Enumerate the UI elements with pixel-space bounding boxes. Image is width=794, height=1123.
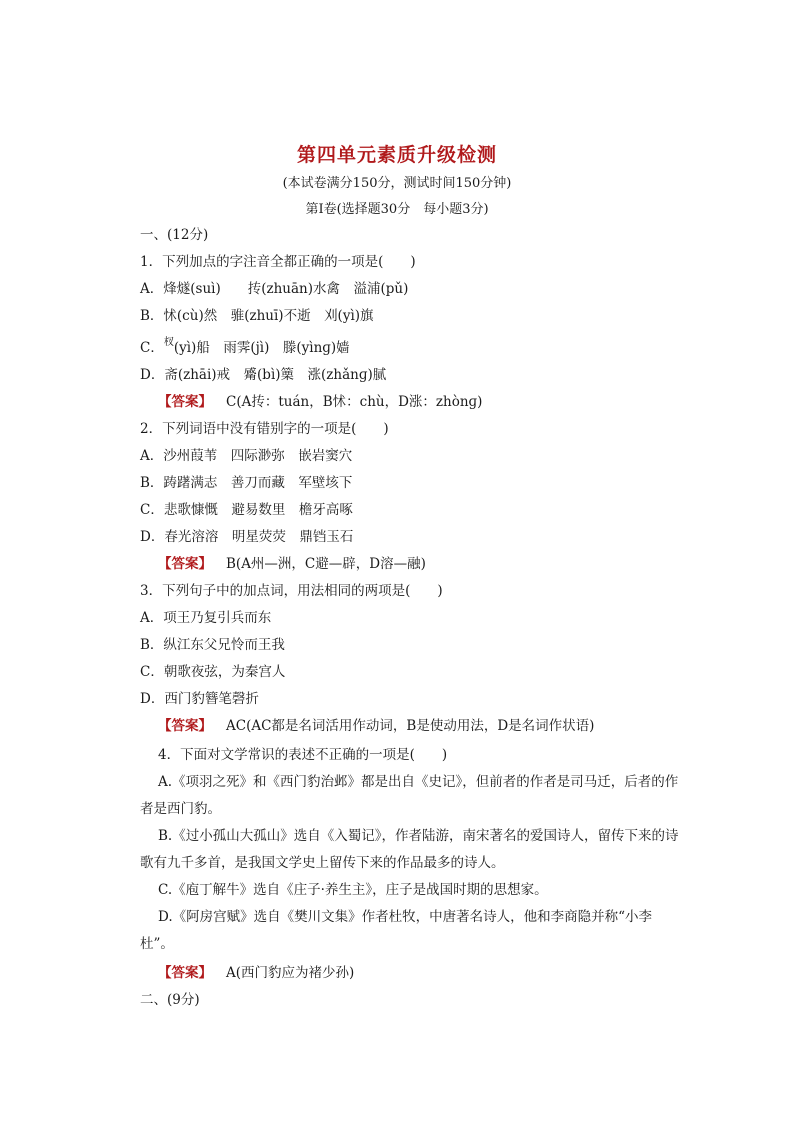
option-c: C．悲歌慷慨 避易数里 檐牙高啄 xyxy=(140,502,353,518)
option-c xyxy=(140,339,350,359)
part-header: 第Ⅰ卷(选择题30分 每小题3分) xyxy=(305,202,489,217)
section-header: 二、(9分) xyxy=(140,992,200,1008)
option-b-continued: 歌有九千多首，是我国文学史上留传下来的作品最多的诗人。 xyxy=(140,855,505,871)
option-c-raised-char: 杈 xyxy=(163,337,174,348)
answer-text: C(A抟：tuán，B怵：chù，D涨：zhònɡ) xyxy=(226,394,483,410)
answer-line xyxy=(158,555,426,573)
answer-line xyxy=(158,393,482,411)
option-c-prefix: C． xyxy=(140,340,164,356)
option-b: B．怵(cù)然 骓(zhuī)不逝 刈(yì)旗 xyxy=(140,308,374,324)
question-stem: 3．下列句子中的加点词，用法相同的两项是( ) xyxy=(140,583,443,599)
answer-line xyxy=(158,717,594,735)
option-d-continued: 杜”。 xyxy=(140,936,174,952)
option-c: C.《庖丁解牛》选自《庄子·养生主》，庄子是战国时期的思想家。 xyxy=(158,882,548,898)
question-stem: 2．下列词语中没有错别字的一项是( ) xyxy=(140,421,389,437)
answer-label: 【答案】 xyxy=(158,718,212,734)
answer-text: B(A州—洲，C避—辟，D溶—融) xyxy=(226,556,426,572)
option-d: D.《阿房宫赋》选自《樊川文集》作者杜牧，中唐著名诗人，他和李商隐并称“小李 xyxy=(158,909,653,925)
option-b: B．踌躇满志 善刀而藏 军壁垓下 xyxy=(140,475,353,491)
option-a: A．烽燧(suì) 抟(zhuān)水禽 溢浦(pǔ) xyxy=(140,281,409,297)
option-c-text: (yì)船 雨霁(jì) 滕(yìnɡ)嫱 xyxy=(173,340,350,356)
option-a-continued: 者是西门豹。 xyxy=(140,801,221,817)
answer-label: 【答案】 xyxy=(158,556,212,572)
option-d: D．春光溶溶 明星荧荧 鼎铛玉石 xyxy=(140,529,354,545)
answer-text: A(西门豹应为褚少孙) xyxy=(226,965,355,981)
section-header: 一、(12分) xyxy=(140,227,209,243)
exam-info: (本试卷满分150分，测试时间150分钟) xyxy=(282,176,512,191)
answer-text: AC(AC都是名词活用作动词，B是使动用法，D是名词作状语) xyxy=(226,718,595,734)
page-title: 第四单元素质升级检测 xyxy=(296,144,497,166)
option-b: B.《过小孤山大孤山》选自《入蜀记》，作者陆游，南宋著名的爱国诗人，留传下来的诗 xyxy=(158,828,679,844)
answer-line xyxy=(158,964,354,982)
option-c: C．朝歌夜弦，为秦宫人 xyxy=(140,664,286,680)
answer-label: 【答案】 xyxy=(158,394,212,410)
option-a: A．项王乃复引兵而东 xyxy=(140,610,272,626)
option-b: B．纵江东父兄怜而王我 xyxy=(140,637,285,653)
question-stem: 1．下列加点的字注音全都正确的一项是( ) xyxy=(140,254,416,270)
option-a: A．沙州葭苇 四际渺弥 嵌岩窦穴 xyxy=(140,448,353,464)
option-a: A.《项羽之死》和《西门豹治邺》都是出自《史记》，但前者的作者是司马迁，后者的作 xyxy=(158,774,679,790)
answer-label: 【答案】 xyxy=(158,965,212,981)
option-d: D．斋(zhāi)戒 觱(bì)篥 涨(zhǎnɡ)腻 xyxy=(140,367,387,383)
question-stem: 4．下面对文学常识的表述不正确的一项是( ) xyxy=(158,747,448,763)
option-d: D．西门豹簪笔磬折 xyxy=(140,691,259,707)
